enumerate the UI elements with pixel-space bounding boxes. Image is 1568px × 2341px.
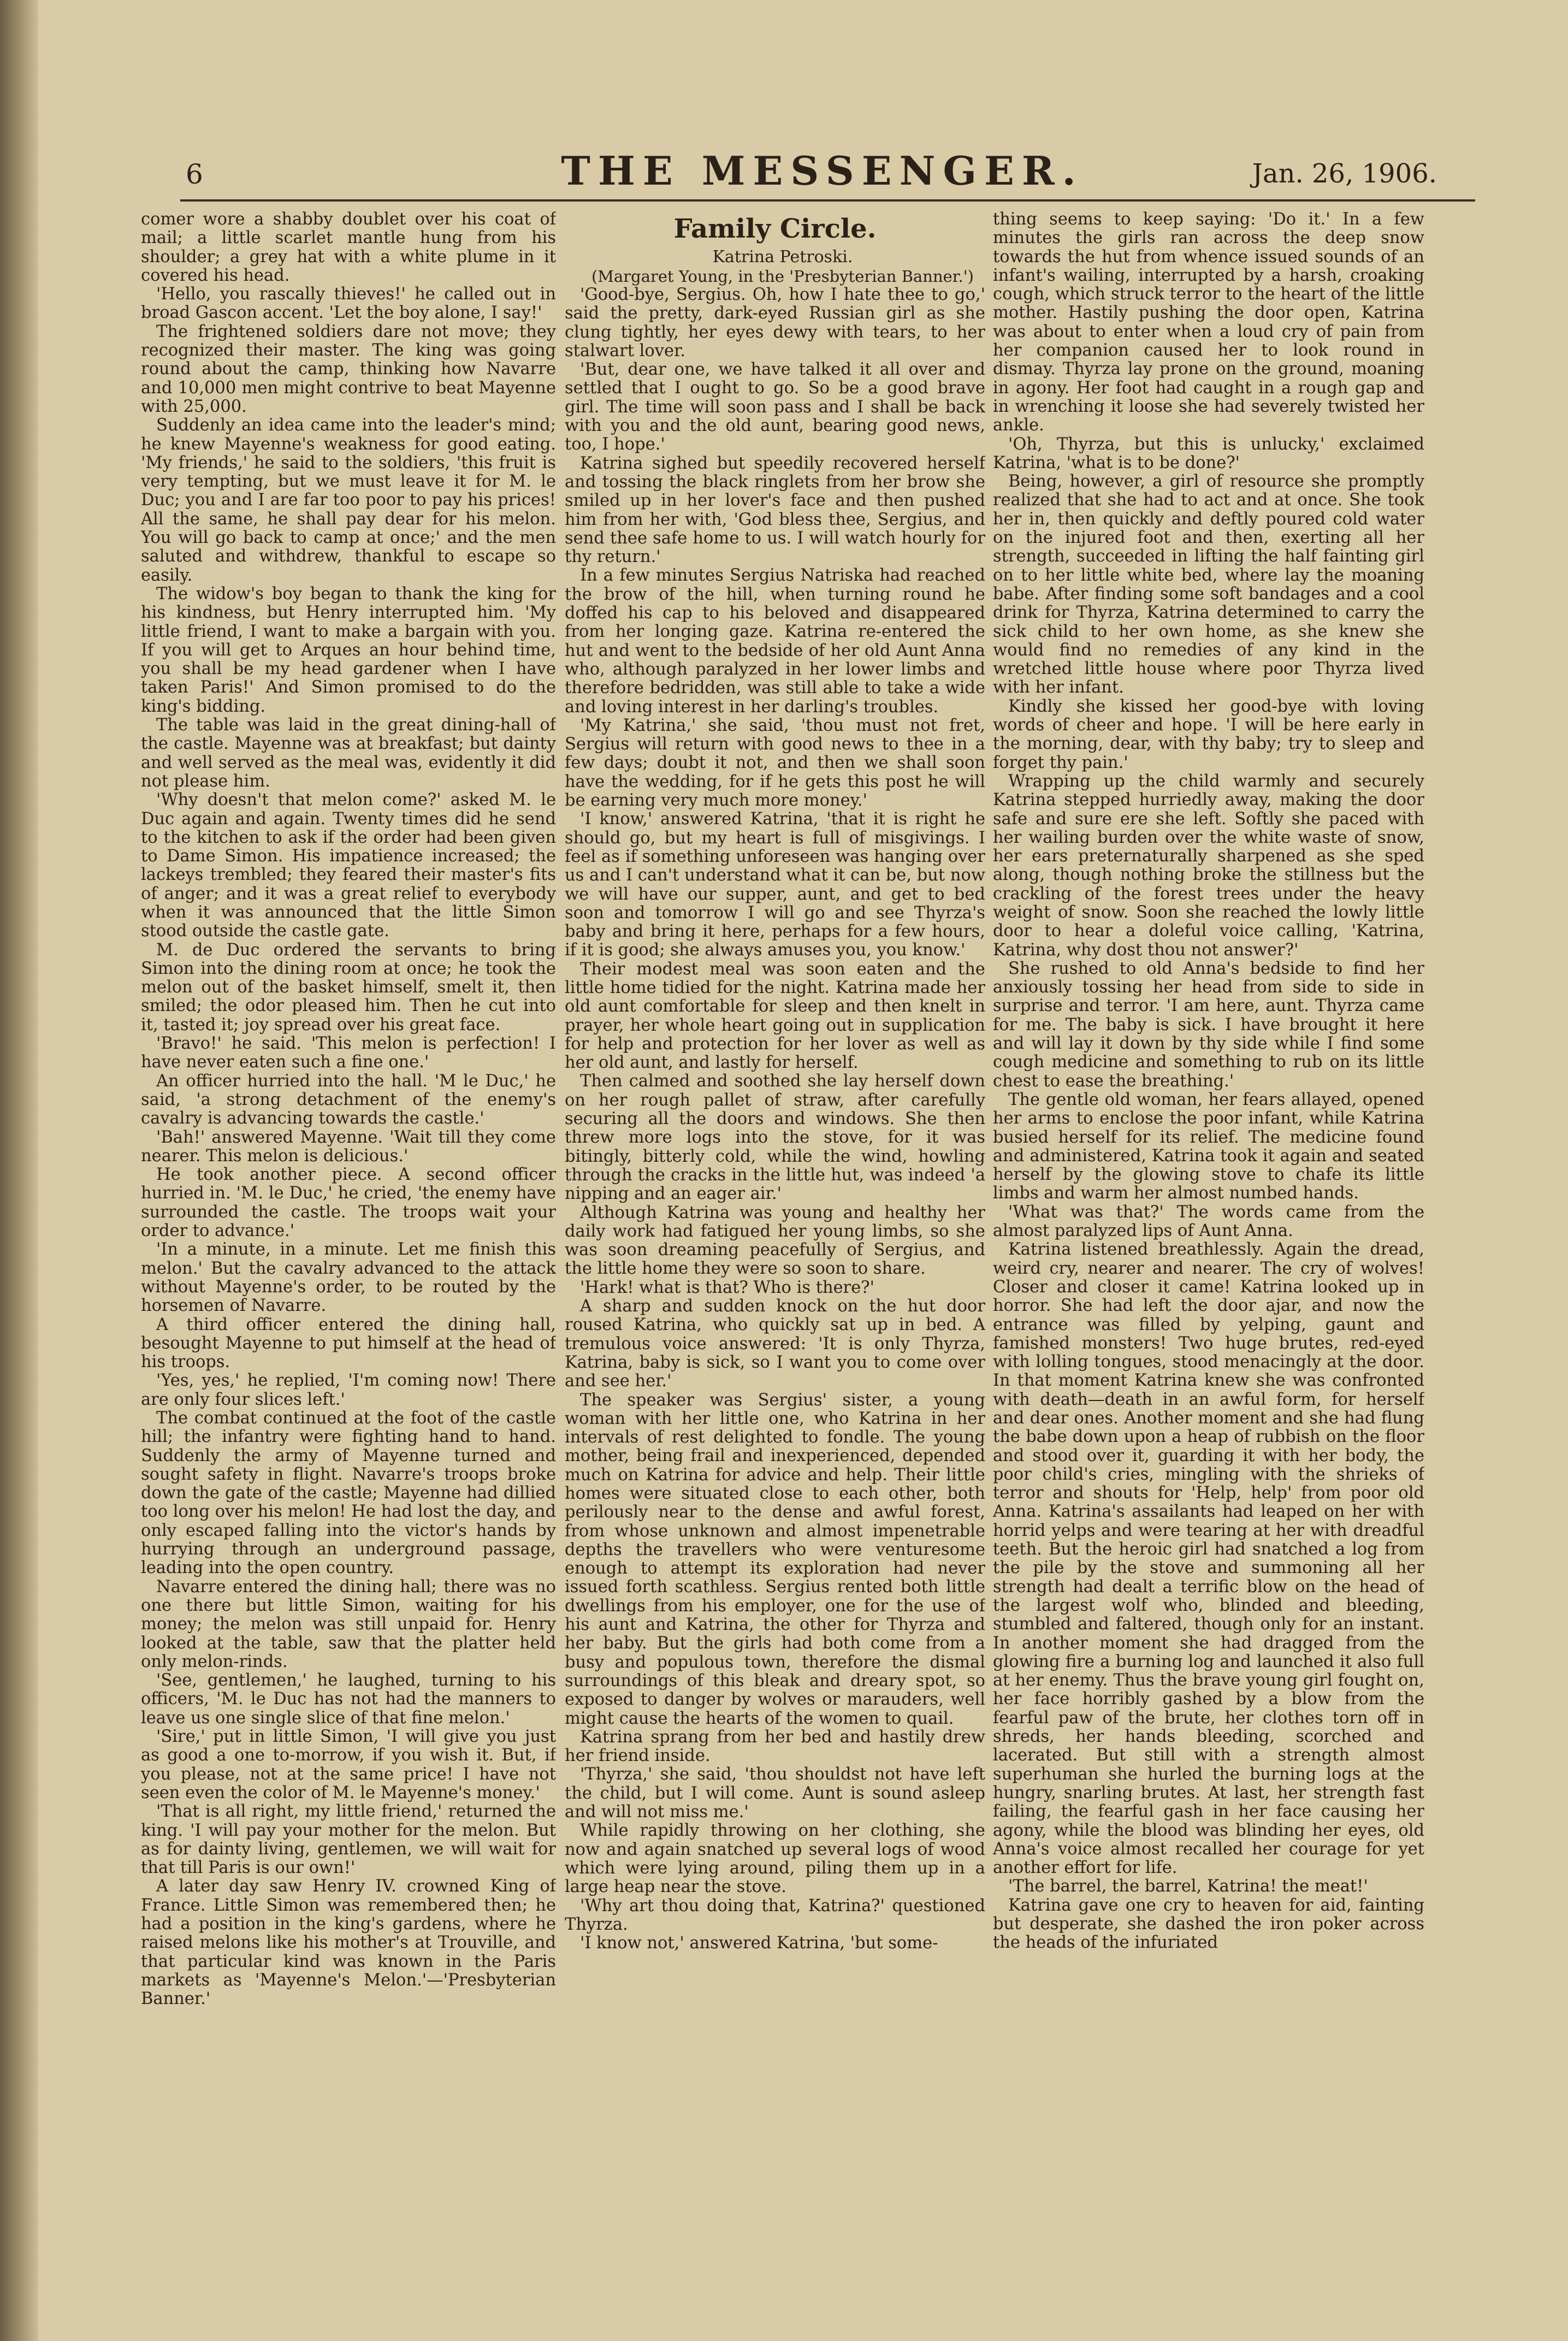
paragraph: A later day saw Henry IV. crowned King of France. Little Simon was remembered then; he had a position in the king's gardens, where he raised melons like his mother's at Trouville, and that particular kind was known in the Paris markets as 'Mayenne's Melon.'—'Presbyterian Banner.'	[141, 1877, 556, 2009]
masthead-rule	[180, 199, 1475, 202]
paragraph: A sharp and sudden knock on the hut door roused Katrina, who quickly sat up in bed. A tremulous voice answered: 'It is only Thyrza, Katrina, baby is sick, so I want you to come over and see her.'	[565, 1297, 985, 1391]
paragraph: A third officer entered the dining hall, besought Mayenne to put himself at the head of his troops.	[141, 1315, 556, 1372]
paragraph: 'In a minute, in a minute. Let me finish this melon.' But the cavalry advanced to the attack without Mayenne's order, to be routed by the horsemen of Navarre.	[141, 1240, 556, 1316]
paragraph: Katrina gave one cry to heaven for aid, fainting but desperate, she dashed the iron poker across the heads of the infuriated	[993, 1895, 1424, 1953]
paragraph: 'The barrel, the barrel, Katrina! the meat!'	[1008, 1877, 1368, 1896]
paragraph: The frightened soldiers dare not move; they recognized their master. The king was going round about the camp, thinking how Navarre and 10,000 men might contrive to beat Mayenne with 25,000.	[141, 322, 556, 416]
paragraph: The table was laid in the great dining-hall of the castle. Mayenne was at breakfast; but dainty and well served as the meal was, evidently it did not please him.	[141, 716, 556, 791]
paragraph: Katrina listened breathlessly. Again the dread, weird cry, nearer and nearer. The cry of wolves! Closer and closer it came! Katrina looked up in horror. She had left the door ajar, and now the entrance was filled by yelping, gaunt and famished monsters! Two huge brutes, red-eyed with lolling tongues, stood menacingly at the door. In that moment Katrina knew she was confronted with death—death in an awful form, for herself and dear ones. Another moment and she had flung the babe down upon a heap of rubbish on the floor and stood over it, guarding it with her body, the poor child's cries, mingling with the shrieks of terror and shouts for 'Help, help' from poor old Anna. Katrina's assailants had leaped on her with horrid yelps and were tearing at her with dreadful teeth. But the heroic girl had snatched a log from the pile by the stove and summoning all her strength had dealt a terrific blow on the head of the largest wolf who, blinded and bleeding, stumbled and faltered, though only for an instant. In another moment she had dragged from the glowing fire a burning log and launched it also full at her enemy. Thus the brave young girl fought on, her face horribly gashed by a blow from the fearful paw of the brute, her clothes torn off in shreds, her hands bleeding, scorched and lacerated. But still with a strength almost superhuman she hurled the burning logs at the hungry, snarling brutes. At last, her strength fast failing, the fearful gash in her face causing her agony, while the blood was blinding her eyes, old Anna's voice almost recalled her courage for yet another effort for life.	[993, 1240, 1424, 1878]
paragraph: 'Hello, you rascally thieves!' he called out in broad Gascon accent. 'Let the boy alone, I say!'	[141, 285, 556, 323]
paragraph: The combat continued at the foot of the castle hill; the infantry were fighting hand to hand. Suddenly the army of Mayenne turned and sought safety in flight. Navarre's troops broke down the gate of the castle; Mayenne had dillied too long over his melon! He had lost the day, and only escaped falling into the victor's hands by hurrying through an underground passage, leading into the open country.	[141, 1409, 556, 1578]
page-binding-edge	[0, 0, 38, 2341]
column-1	[141, 210, 556, 2264]
column-3	[993, 210, 1424, 2264]
paragraph: An officer hurried into the hall. 'M le Duc,' he said, 'a strong detachment of the enemy's cavalry is advancing towards the castle.'	[141, 1071, 556, 1128]
paragraph: 'Bravo!' he said. 'This melon is perfection! I have never eaten such a fine one.'	[141, 1034, 556, 1072]
paragraph: He took another piece. A second officer hurried in. 'M. le Duc,' he cried, 'the enemy have surrounded the castle. The troops wait your order to advance.'	[141, 1165, 556, 1241]
paragraph: 'Why art thou doing that, Katrina?' questioned Thyrza.	[565, 1896, 985, 1934]
paragraph: 'My Katrina,' she said, 'thou must not fret, Sergius will return with good news to thee in a few days; doubt it not, and then we shall soon have the wedding, for if he gets this post he will be earning very much more money.'	[565, 716, 985, 811]
paragraph: The speaker was Sergius' sister, a young woman with her little one, who Katrina in her intervals of rest delighted to fondle. The young mother, being frail and inexperienced, depended much on Katrina for advice and help. Their little homes were situated close to each other, both perilously near to the dense and awful forest, from whose unknown and almost impenetrable depths the travellers who were venturesome enough to attempt its exploration had never issued forth scathless. Sergius rented both little dwellings from his employer, one for the use of his aunt and Katrina, the other for Thyrza and her baby. But the girls had both come from a busy and populous town, therefore the dismal surroundings of this bleak and dreary spot, so exposed to danger by wolves or marauders, well might cause the hearts of the women to quail.	[565, 1390, 985, 1728]
story-source: (Margaret Young, in the 'Presbyterian Banner.')	[591, 267, 974, 286]
column-2-body	[565, 286, 985, 1953]
paragraph: The gentle old woman, her fears allayed, opened her arms to enclose the poor infant, while Katrina busied herself for its relief. The medicine found and administered, Katrina took it again and seated herself by the glowing stove to chafe its little limbs and warm her almost numbed hands.	[993, 1090, 1424, 1203]
paragraph: 'What was that?' The words came from the almost paralyzed lips of Aunt Anna.	[993, 1202, 1424, 1241]
issue-date: Jan. 26, 1906.	[1252, 158, 1437, 189]
paragraph: 'Thyrza,' she said, 'thou shouldst not have left the child, but I will come. Aunt is sound asleep and will not miss me.'	[565, 1765, 985, 1822]
paragraph: In a few minutes Sergius Natriska had reached the brow of the hill, when turning round he doffed his cap to his beloved and disappeared from her longing gaze. Katrina re-entered the hut and went to the bedside of her old Aunt Anna who, although paralyzed in her lower limbs and therefore bedridden, was still able to take a wide and loving interest in her darling's troubles.	[565, 566, 985, 717]
paragraph: 'Good-bye, Sergius. Oh, how I hate thee to go,' said the pretty, dark-eyed Russian girl as she clung tightly, her eyes dewy with tears, to her stalwart lover.	[565, 285, 985, 360]
paragraph: Their modest meal was soon eaten and the little home tidied for the night. Katrina made her old aunt comfortable for sleep and then knelt in prayer, her whole heart going out in supplication for help and protection for her lover as well as her old aunt, and lastly for herself.	[565, 959, 985, 1073]
paragraph: Kindly she kissed her good-bye with loving words of cheer and hope. 'I will be here early in the morning, dear, with thy baby; try to sleep and forget thy pain.'	[993, 696, 1424, 772]
paragraph: Katrina sighed but speedily recovered herself and tossing the black ringlets from her brow she smiled up in her lover's face and then pushed him from her with, 'God bless thee, Sergius, and send thee safe home to us. I will watch hourly for thy return.'	[565, 453, 985, 567]
paragraph: 'I know not,' answered Katrina, 'but some-	[580, 1934, 938, 1953]
paragraph: 'Bah!' answered Mayenne. 'Wait till they come nearer. This melon is delicious.'	[141, 1127, 556, 1166]
paragraph: While rapidly throwing on her clothing, she now and again snatched up several logs of wood which were lying around, piling them up in a large heap near the stove.	[565, 1821, 985, 1897]
newspaper-title: THE MESSENGER.	[561, 147, 1084, 194]
story-title: Katrina Petroski.	[712, 247, 853, 267]
paragraph: comer wore a shabby doublet over his coat of mail; a little scarlet mantle hung from his shoulder; a grey hat with a white plume in it covered his head.	[141, 210, 556, 285]
paragraph: M. de Duc ordered the servants to bring Simon into the dining room at once; he took the melon out of the basket himself, smelt it, then smiled; the odor pleased him. Then he cut into it, tasted it; joy spread over his great face.	[141, 940, 556, 1034]
paragraph: Being, however, a girl of resource she promptly realized that she had to act and at once. She took her in, then quickly and deftly poured cold water on the injured foot and then, exerting all her strength, succeeded in lifting the half fainting girl on to her little white bed, where lay the moaning babe. After finding some soft bandages and a cool drink for Thyrza, Katrina determined to carry the sick child to her own home, as she knew she would find no remedies of any kind in the wretched little house where poor Thyrza lived with her infant.	[993, 472, 1424, 697]
paragraph: Navarre entered the dining hall; there was no one there but little Simon, waiting for his money; the melon was still unpaid for. Henry looked at the table, saw that the platter held only melon-rinds.	[141, 1577, 556, 1671]
paragraph: The widow's boy began to thank the king for his kindness, but Henry interrupted him. 'My little friend, I want to make a bargain with you. If you will get to Arques an hour behind time, you shall be my head gardener when I have taken Paris!' And Simon promised to do the king's bidding.	[141, 584, 556, 716]
paragraph: 'I know,' answered Katrina, 'that it is right he should go, but my heart is full of misgivings. I feel as if something unforeseen was hanging over us and I can't understand what it can be, but now we will have our supper, aunt, and get to bed soon and tomorrow I will go and see Thyrza's baby and bring it here, perhaps for a few hours, if it is good; she always amuses you, you know.'	[565, 809, 985, 960]
paragraph: Wrapping up the child warmly and securely Katrina stepped hurriedly away, making the door safe and sure ere she left. Softly she paced with her wailing burden over the white waste of snow, her ears preternaturally sharpened as she sped along, though nothing broke the stillness but the crackling of the forest trees under the heavy weight of snow. Soon she reached the lowly little door to hear a doleful voice calling, 'Katrina, Katrina, why dost thou not answer?'	[993, 771, 1424, 960]
paragraph: 'Oh, Thyrza, but this is unlucky,' exclaimed Katrina, 'what is to be done?'	[993, 434, 1424, 472]
page-number: 6	[186, 158, 203, 190]
paragraph: 'That is all right, my little friend,' returned the king. 'I will pay your mother for the melon. But as for dainty living, gentlemen, we will wait for that till Paris is our own!'	[141, 1802, 556, 1878]
section-title: Family Circle.	[673, 214, 877, 244]
paragraph: Although Katrina was young and healthy her daily work had fatigued her young limbs, so she was soon dreaming peacefully of Sergius, and the little home they were so soon to share.	[565, 1203, 985, 1279]
paragraph: 'But, dear one, we have talked it all over and settled that I ought to go. So be a good brave girl. The time will soon pass and I shall be back with you and the old aunt, bearing good news, too, I hope.'	[565, 360, 985, 454]
paragraph: Suddenly an idea came into the leader's mind; he knew Mayenne's weakness for good eating. 'My friends,' he said to the soldiers, 'this fruit is very tempting, but we must leave it for M. le Duc; you and I are far too poor to pay his prices! All the same, he shall pay dear for his melon. You will go back to camp at once;' and the men saluted and withdrew, thankful to escape so easily.	[141, 416, 556, 585]
column-2	[565, 210, 985, 2264]
paragraph: Katrina sprang from her bed and hastily drew her friend inside.	[565, 1727, 985, 1766]
paragraph: Then calmed and soothed she lay herself down on her rough pallet of straw, after carefully securing all the doors and windows. She then threw more logs into the stove, for it was bitingly, bitterly cold, while the wind, howling through the cracks in the little hut, was indeed 'a nipping and an eager air.'	[565, 1072, 985, 1204]
masthead	[142, 147, 1502, 197]
paragraph: 'Hark! what is that? Who is there?'	[580, 1278, 875, 1297]
paragraph: thing seems to keep saying: 'Do it.' In a few minutes the girls ran across the deep snow towards the hut from whence issued sounds of an infant's wailing, interrupted by a harsh, croaking cough, which struck terror to the heart of the little mother. Hastily pushing the door open, Katrina was about to enter when a loud cry of pain from her companion caused her to look round in dismay. Thyrza lay prone on the ground, moaning in agony. Her foot had caught in a rough gap and in wrenching it loose she had severely twisted her ankle.	[993, 210, 1424, 435]
paragraph: 'Why doesn't that melon come?' asked M. le Duc again and again. Twenty times did he send to the kitchen to ask if the order had been given to Dame Simon. His impatience increased; the lackeys trembled; they feared their master's fits of anger; and it was a great relief to everybody when it was announced that the little Simon stood outside the castle gate.	[141, 790, 556, 941]
paragraph: 'Yes, yes,' he replied, 'I'm coming now! There are only four slices left.'	[141, 1371, 556, 1409]
paragraph: 'Sire,' put in little Simon, 'I will give you just as good a one to-morrow, if you wish it. But, if you please, not at the same price! I have not seen even the color of M. le Mayenne's money.'	[141, 1727, 556, 1802]
paragraph: 'See, gentlemen,' he laughed, turning to his officers, 'M. le Duc has not had the manners to leave us one single slice of that fine melon.'	[141, 1671, 556, 1728]
paragraph: She rushed to old Anna's bedside to find her anxiously tossing her head from side to side in surprise and terror. 'I am here, aunt. Thyrza came for me. The baby is sick. I have brought it here and will lay it down by thy side while I find some cough medicine and something to rub on its little chest to ease the breathing.'	[993, 959, 1424, 1091]
